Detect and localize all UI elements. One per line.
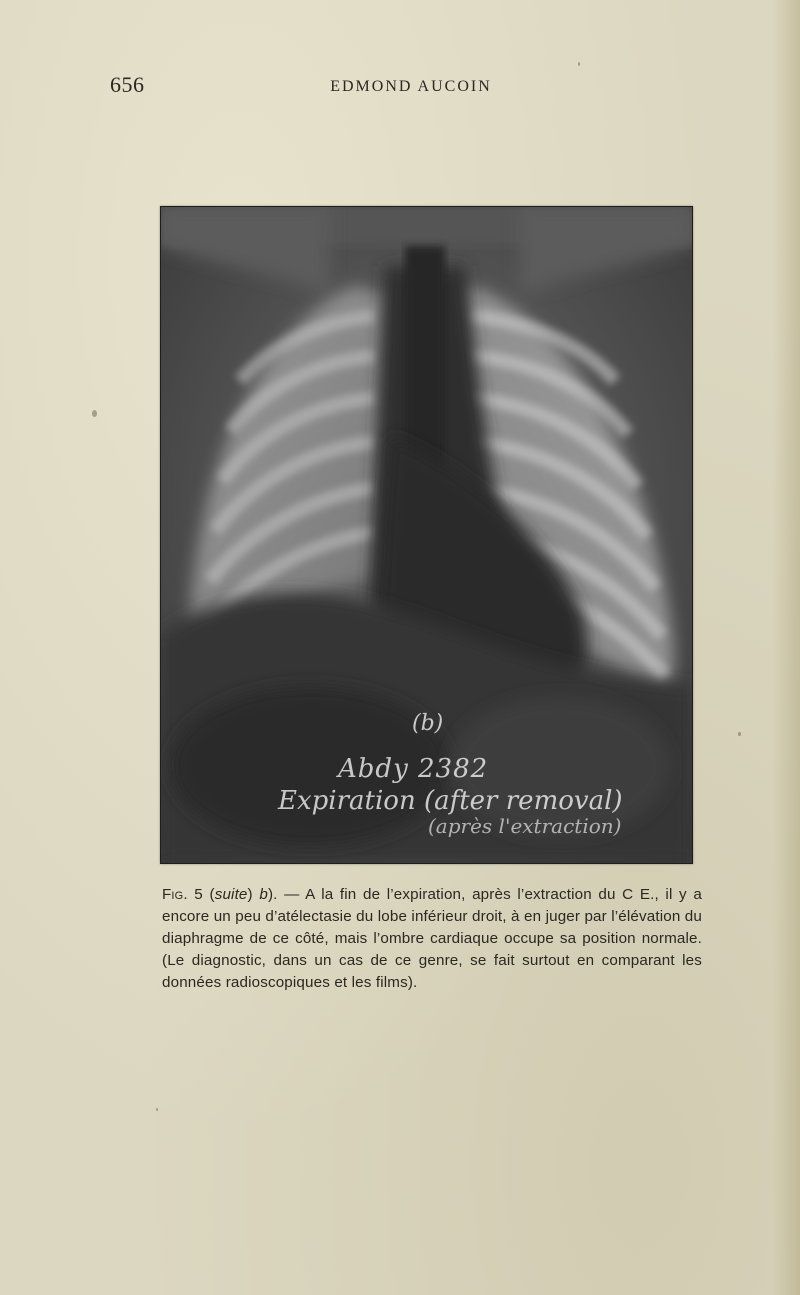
caption-fig-label: Fig.: [162, 886, 188, 903]
page-number: 656: [110, 72, 145, 97]
paper-speck: [578, 62, 580, 66]
caption-sub-letter: b: [259, 886, 268, 903]
caption-suite-close: ): [247, 886, 253, 903]
caption-sub-close: ).: [267, 886, 278, 903]
page-edge-shadow: [772, 0, 800, 1295]
caption-text: — A la fin de l’expiration, après l’extraction du C E., il y a encore un peu d’atélectasie du lobe inférieur droit, à en juger par l’élévation du diaphragme de ce côté, mais l’ombre cardiaque occupe sa position normale. (Le diagnostic, dans un cas de ce genre, se fait surtout en comparant les données radioscopiques et les films).: [162, 886, 702, 991]
paper-speck: [738, 732, 741, 736]
caption-suite: suite: [214, 886, 248, 903]
paper-speck: [92, 410, 97, 417]
figure-caption: [162, 884, 702, 994]
caption-suite-open: (: [209, 886, 215, 903]
xray-handwriting-number: Abdy 2382: [338, 754, 489, 784]
xray-handwriting-line2: (après l'extraction): [428, 814, 622, 838]
caption-fig-number: 5: [194, 886, 203, 903]
running-head: EDMOND AUCOIN: [330, 78, 492, 95]
chest-xray-figure: [160, 206, 693, 864]
xray-handwriting-letter: (b): [412, 711, 444, 736]
paper-speck: [156, 1108, 158, 1111]
xray-handwriting-line1: Expiration (after removal): [278, 786, 623, 816]
